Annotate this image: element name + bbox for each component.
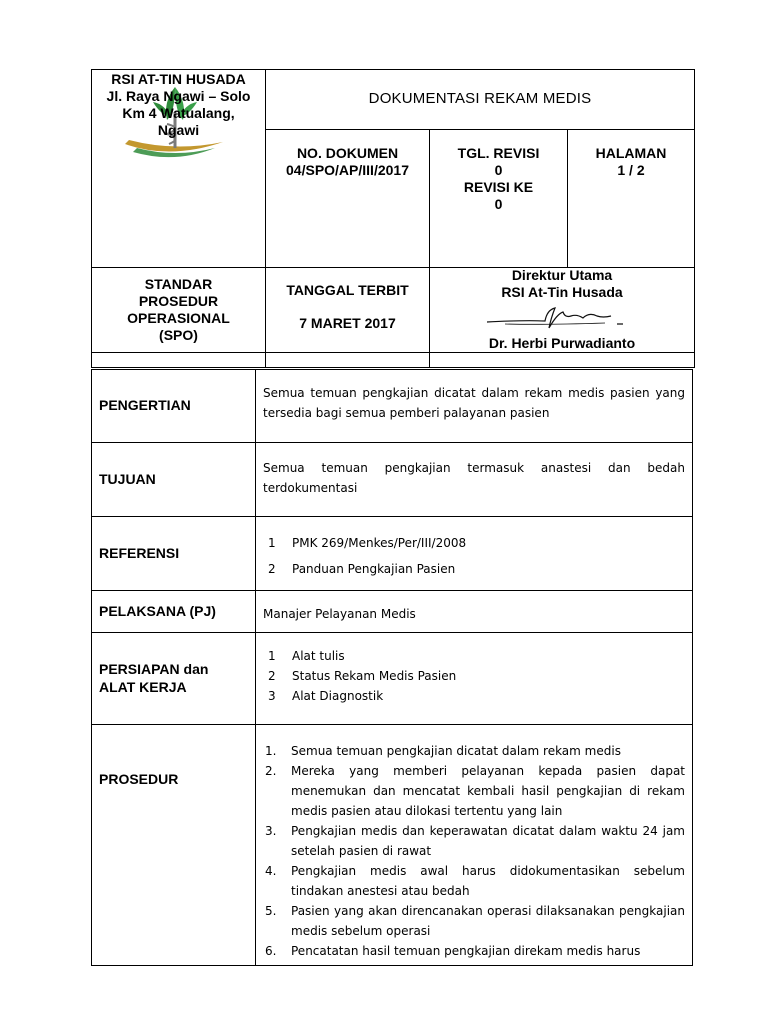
spo-cell: [92, 276, 265, 344]
document-title: DOKUMENTASI REKAM MEDIS: [368, 90, 592, 107]
tujuan-text: Semua temuan pengkajian termasuk anastesi dan bedah terdokumentasi: [263, 461, 685, 495]
halaman-cell: [568, 145, 694, 179]
list-item: 1 PMK 269/Menkes/Per/III/2008: [268, 536, 467, 550]
pelaksana-label: PELAKSANA (PJ): [99, 603, 216, 619]
halaman-label: HALAMAN: [595, 145, 667, 161]
hospital-address-1: Jl. Raya Ngawi – Solo: [106, 88, 251, 104]
tanggal-terbit-label: TANGGAL TERBIT: [286, 282, 409, 298]
persiapan-label-2: ALAT KERJA: [99, 679, 187, 695]
persiapan-list: [268, 646, 688, 706]
director-title-block: [430, 267, 694, 301]
list-item: 6. Pencatatan hasil temuan pengkajian direkam medis harus: [265, 944, 641, 958]
spo-line-4: (SPO): [159, 327, 198, 343]
persiapan-label: [99, 660, 208, 696]
hospital-address-2: Km 4 Watualang,: [122, 105, 235, 121]
list-item: 4. Pengkajian medis awal harus didokumentasikan sebelum tindakan anestesi atau bedah: [265, 864, 685, 898]
list-item: 2 Panduan Pengkajian Pasien: [268, 562, 456, 576]
prosedur-list: [263, 741, 685, 963]
prosedur-label: PROSEDUR: [99, 771, 179, 787]
list-item: 2 Status Rekam Medis Pasien: [268, 669, 457, 683]
spo-line-1: STANDAR: [144, 276, 213, 292]
director-signature: [485, 304, 645, 332]
pengertian-label: PENGERTIAN: [99, 397, 191, 413]
revisi-ke-label: REVISI KE: [463, 179, 534, 195]
pelaksana-text: Manajer Pelayanan Medis: [263, 607, 416, 621]
director-name: Dr. Herbi Purwadianto: [488, 335, 636, 351]
halaman-value: 1 / 2: [617, 162, 645, 178]
tgl-revisi-label: TGL. REVISI: [457, 145, 540, 161]
no-dokumen-cell: [266, 145, 429, 179]
list-item: 5. Pasien yang akan direncanakan operasi dilaksanakan pengkajian medis sebelum operasi: [265, 904, 685, 938]
hospital-address-3: Ngawi: [157, 122, 200, 138]
director-title-2: RSI At-Tin Husada: [501, 284, 623, 300]
tanggal-terbit-value: 7 MARET 2017: [299, 315, 396, 331]
hospital-name: RSI AT-TIN HUSADA: [111, 71, 246, 87]
spo-line-2: PROSEDUR: [138, 293, 219, 309]
persiapan-label-1: PERSIAPAN dan: [99, 661, 209, 677]
list-item: 1. Semua temuan pengkajian dicatat dalam rekam medis: [265, 744, 621, 758]
no-dokumen-label: NO. DOKUMEN: [296, 145, 399, 161]
list-item: 1 Alat tulis: [268, 649, 345, 663]
referensi-list: [268, 530, 688, 582]
revisi-cell: [430, 145, 567, 213]
no-dokumen-value: 04/SPO/AP/III/2017: [286, 162, 409, 178]
hospital-name-block: [92, 71, 265, 139]
pengertian-text: Semua temuan pengkajian dicatat dalam rekam medis pasien yang tersedia bagi semua pemberi palayanan pasien: [263, 386, 685, 420]
tujuan-label: TUJUAN: [99, 471, 156, 487]
list-item: 3 Alat Diagnostik: [268, 689, 384, 703]
revisi-ke-value: 0: [494, 196, 503, 212]
spo-line-3: OPERASIONAL: [127, 310, 230, 326]
referensi-label: REFERENSI: [99, 545, 180, 561]
list-item: 3. Pengkajian medis dan keperawatan dicatat dalam waktu 24 jam setelah pasien di rawat: [265, 824, 685, 858]
list-item: 2. Mereka yang memberi pelayanan kepada pasien dapat menemukan dan mencatat kembali hasil pengkajian di rekam medis pasien atau dilokasi tertentu yang lain: [265, 764, 685, 818]
tgl-revisi-value: 0: [494, 162, 503, 178]
director-title-1: Direktur Utama: [511, 267, 613, 283]
